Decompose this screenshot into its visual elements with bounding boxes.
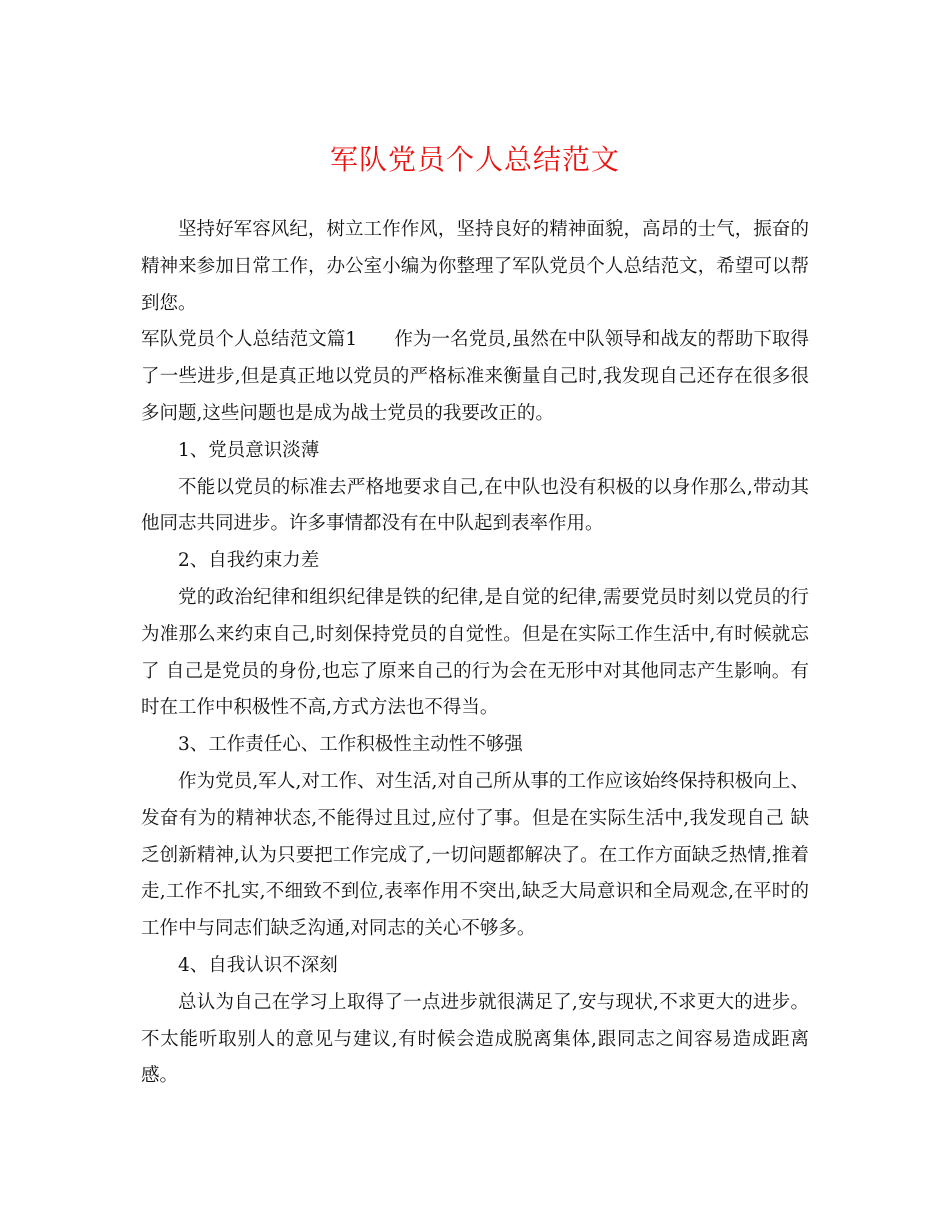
paragraph-2: 党的政治纪律和组织纪律是铁的纪律,是自觉的纪律,需要党员时刻以党员的行为准那么来约束自己,时刻保持党员的自觉性。但是在实际工作生活中,有时候就忘了 自己是党员的身份,也忘了原来自己的行为会在无形中对其他同志产生影响。有时在工作中积极性不高,方式方法也不得当。: [141, 586, 809, 719]
intro-paragraph: 坚持好军容风纪，树立工作作风，坚持良好的精神面貌，高昂的士气，振奋的精神来参加日常工作，办公室小编为你整理了军队党员个人总结范文，希望可以帮到您。: [141, 219, 809, 314]
document-body: [141, 212, 809, 1095]
heading-2: 2、自我约束力差: [178, 550, 320, 572]
paragraph-3: 作为党员,军人,对工作、对生活,对自己所从事的工作应该始终保持积极向上、发奋有为的精神状态,不能得过且过,应付了事。但是在实际生活中,我发现自己 缺乏创新精神,认为只要把工作完成了,一切问题都解决了。在工作方面缺乏热情,推着走,工作不扎实,不细致不到位,表率作用不突出,缺乏大局意识和全局观念,在平时的工作中与同志们缺乏沟通,对同志的关心不够多。: [141, 770, 809, 940]
heading-4: 4、自我认识不深刻: [178, 954, 338, 976]
paragraph-1: 不能以党员的标准去严格地要求自己,在中队也没有积极的以身作那么,带动其他同志共同进步。许多事情都没有在中队起到表率作用。: [141, 476, 809, 535]
section-intro-paragraph: 军队党员个人总结范文篇1 作为一名党员,虽然在中队领导和战友的帮助下取得了一些进步,但是真正地以党员的严格标准来衡量自己时,我发现自己还存在很多很多问题,这些问题也是成为战士党员的我要改正的。: [141, 329, 809, 424]
document-title: 军队党员个人总结范文: [329, 143, 620, 176]
heading-1: 1、党员意识淡薄: [178, 439, 320, 461]
paragraph-4: 总认为自己在学习上取得了一点进步就很满足了,安与现状,不求更大的进步。不太能听取别人的意见与建议,有时候会造成脱离集体,跟同志之间容易造成距离感。: [141, 991, 809, 1087]
heading-3: 3、工作责任心、工作积极性主动性不够强: [178, 734, 523, 756]
